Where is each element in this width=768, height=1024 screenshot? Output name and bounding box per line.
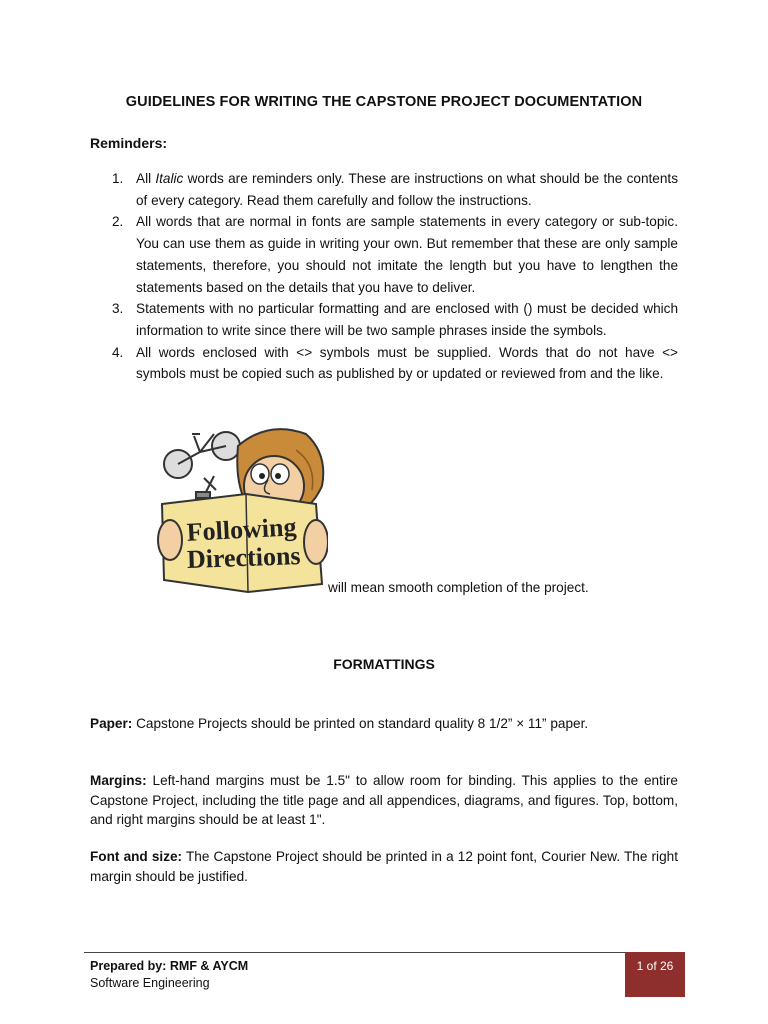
list-text: All words that are normal in fonts are sample statements in every category or sub-topic. You can use them as guide in writing your own. But remember that these are only sample statements, therefore, you should not imitate the length but you have to lengthen the statements based on the details that you have to deliver. <box>136 214 678 295</box>
list-item <box>90 211 678 298</box>
footer-info <box>90 958 248 992</box>
font-text: The Capstone Project should be printed in a 12 point font, Courier New. The right margin should be justified. <box>90 849 678 884</box>
footer-divider <box>84 952 684 953</box>
page-number-badge: 1 of 26 <box>625 952 685 997</box>
list-item <box>90 168 678 211</box>
font-paragraph <box>90 847 678 886</box>
prepared-by: Prepared by: RMF & AYCM <box>90 959 249 973</box>
list-item <box>90 342 678 385</box>
illustration-caption: will mean smooth completion of the project. <box>328 580 589 595</box>
list-text: words are reminders only. These are instructions on what should be the contents of every category. Read them carefully and follow the instructions. <box>136 171 678 208</box>
illustration-text-line1: Following <box>185 512 298 547</box>
list-text: Statements with no particular formatting and are enclosed with () must be decided which information to write since there will be two sample phrases inside the symbols. <box>136 301 678 338</box>
paper-text: Capstone Projects should be printed on standard quality 8 1/2” × 11” paper. <box>132 716 589 731</box>
list-item <box>90 298 678 341</box>
illustration-text-line2: Directions <box>186 541 301 574</box>
margins-text: Left-hand margins must be 1.5" to allow room for binding. This applies to the entire Capstone Project, including the title page and all appendices, diagrams, and figures. Top, bottom, and right margins should be at least 1". <box>90 773 678 827</box>
italic-word: Italic <box>155 171 184 186</box>
paper-paragraph <box>90 714 678 734</box>
list-text-prefix: All <box>136 171 156 186</box>
formattings-heading: FORMATTINGS <box>333 656 435 672</box>
list-number: 3. <box>112 301 124 317</box>
margins-label: Margins: <box>90 773 147 788</box>
bicycle-icon <box>164 432 240 478</box>
tools-icon <box>196 476 216 498</box>
list-number: 2. <box>112 214 124 230</box>
list-text: All words enclosed with <> symbols must be supplied. Words that do not have <> symbols must be copied such as published by or updated or reviewed from and the like. <box>136 344 678 382</box>
list-number: 4. <box>112 344 124 360</box>
font-label: Font and size: <box>90 849 183 864</box>
reminders-heading: Reminders: <box>90 135 168 151</box>
department-name: Software Engineering <box>90 976 210 990</box>
reminders-list <box>90 168 678 385</box>
document-title: GUIDELINES FOR WRITING THE CAPSTONE PROJECT DOCUMENTATION <box>125 94 643 110</box>
list-number: 1. <box>112 171 124 186</box>
paper-label: Paper: <box>90 716 133 731</box>
margins-paragraph <box>90 771 678 830</box>
following-directions-illustration <box>156 420 328 596</box>
